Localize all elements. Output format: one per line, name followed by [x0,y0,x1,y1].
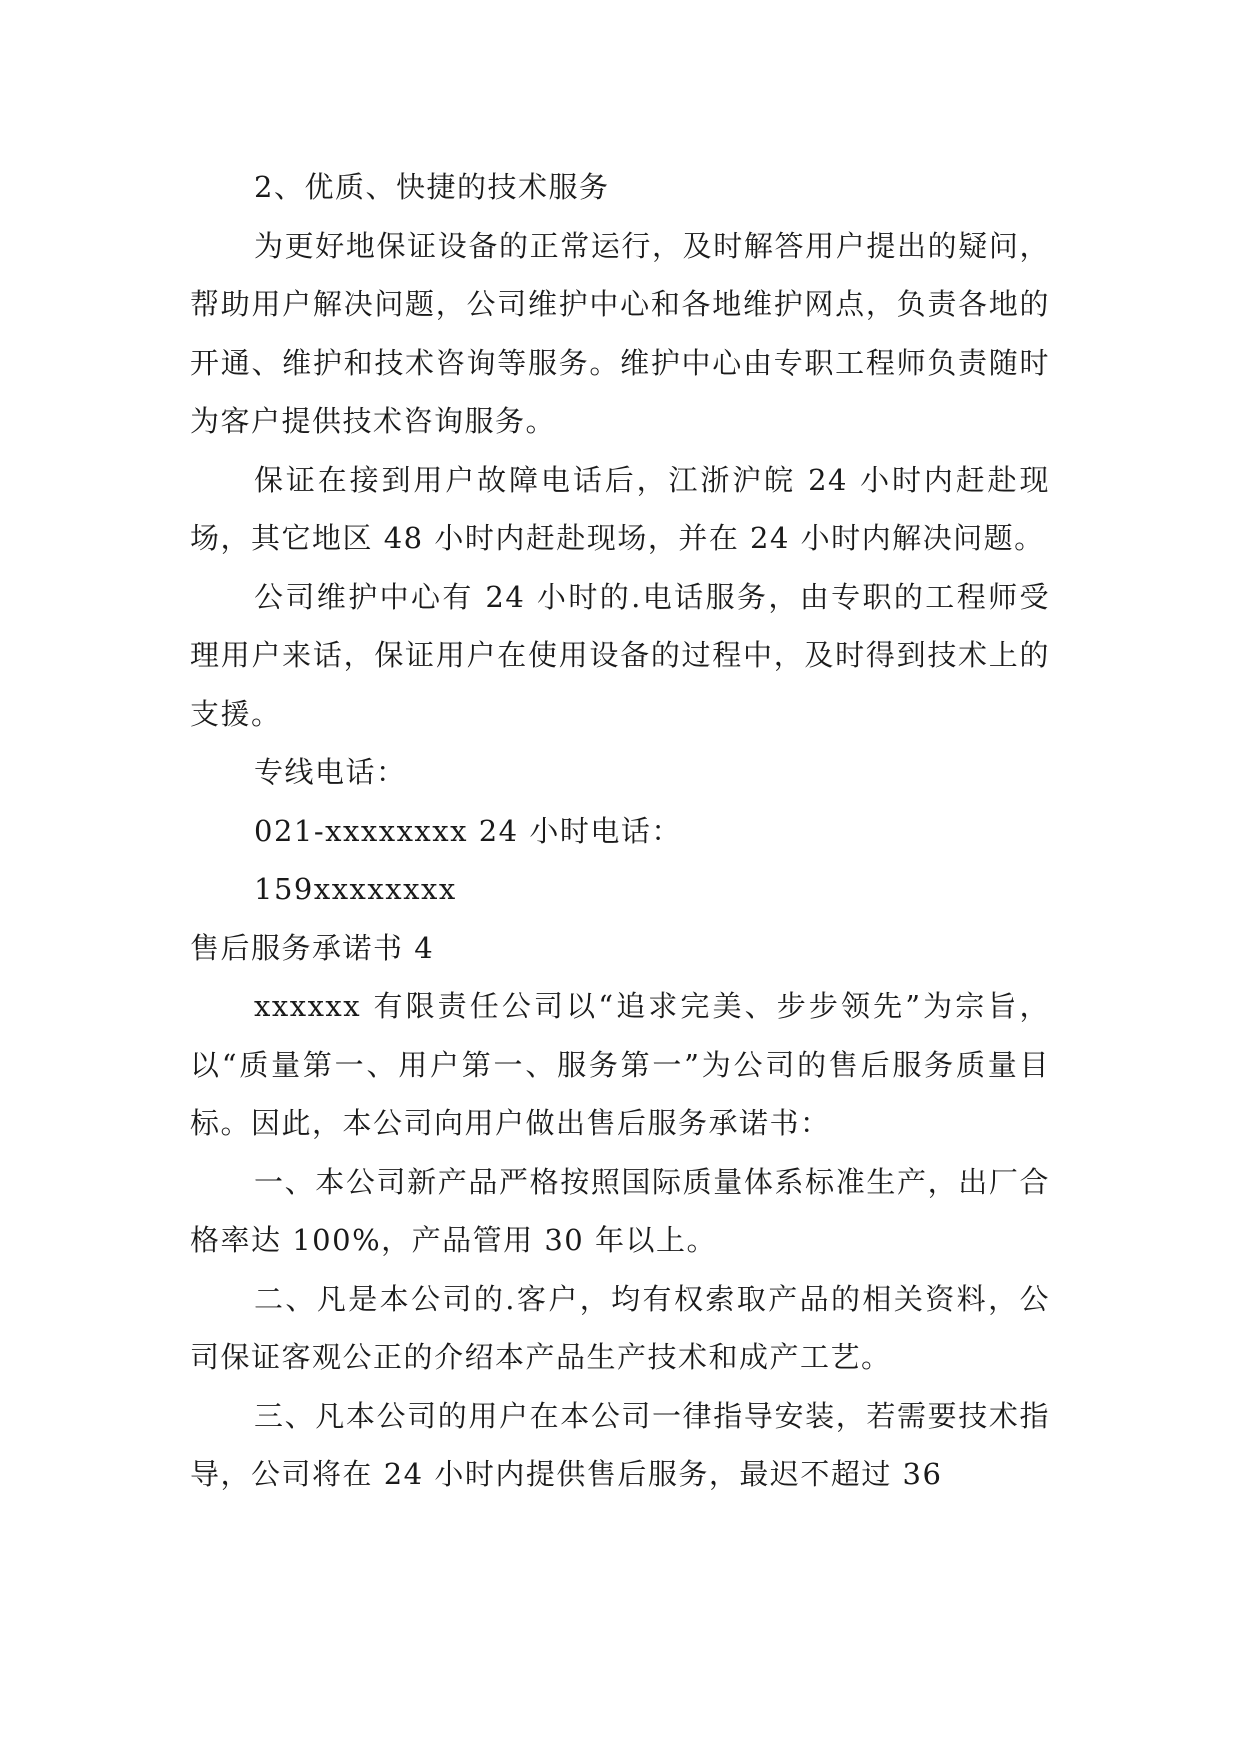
document-body [190,158,1050,1504]
paragraph: 保证在接到用户故障电话后，江浙沪皖 24 小时内赶赴现场，其它地区 48 小时内赶赴现场，并在 24 小时内解决问题。 [190,462,1050,555]
section-heading: 2、优质、快捷的技术服务 [254,170,610,204]
commitment-item: 二、凡是本公司的.客户，均有权索取产品的相关资料，公司保证客观公正的介绍本产品生产技术和成产工艺。 [190,1281,1050,1374]
hotline-label: 专线电话： [254,755,407,789]
paragraph: 公司维护中心有 24 小时的.电话服务，由专职的工程师受理用户来话，保证用户在使用设备的过程中，及时得到技术上的支援。 [190,579,1050,731]
commitment-item: 三、凡本公司的用户在本公司一律指导安装，若需要技术指导，公司将在 24 小时内提供售后服务，最迟不超过 36 [190,1398,1050,1491]
paragraph: xxxxxx 有限责任公司以“追求完美、步步领先”为宗旨，以“质量第一、用户第一、服务第一”为公司的售后服务质量目标。因此，本公司向用户做出售后服务承诺书： [190,989,1050,1140]
hotline-number: 021-xxxxxxxx 24 小时电话： [254,813,682,848]
commitment-item: 一、本公司新产品严格按照国际质量体系标准生产，出厂合格率达 100%，产品管用 30 年以上。 [190,1164,1050,1257]
mobile-number: 159xxxxxxxx [254,872,457,906]
paragraph: 为更好地保证设备的正常运行，及时解答用户提出的疑问，帮助用户解决问题，公司维护中心和各地维护网点，负责各地的开通、维护和技术咨询等服务。维护中心由专职工程师负责随时为客户提供技术咨询服务。 [190,228,1050,438]
document-title: 售后服务承诺书 4 [190,930,435,965]
